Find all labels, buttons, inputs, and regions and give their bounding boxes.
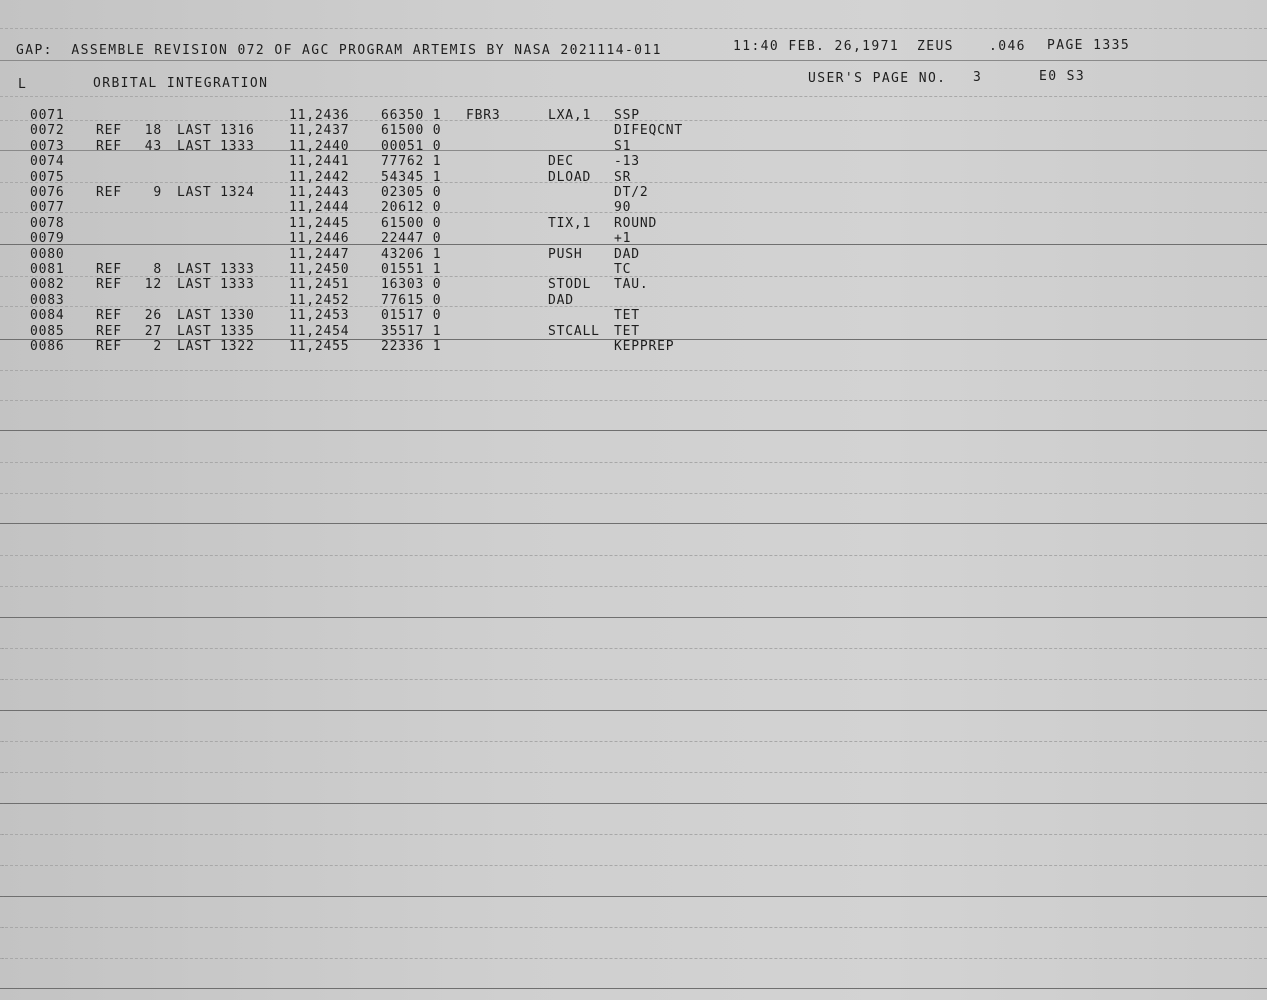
octal-word: 61500 0: [381, 123, 442, 139]
operand: TET: [614, 308, 640, 324]
line-number: 0086: [30, 339, 65, 354]
margin-tick: ·: [2, 924, 5, 932]
ref-count: 27: [144, 323, 162, 339]
listing-row: [0, 324, 1267, 339]
operand: TC: [614, 262, 632, 277]
ref-label: REF: [96, 185, 122, 200]
section-title: ORBITAL INTEGRATION: [93, 76, 269, 91]
opcode: PUSH: [548, 246, 583, 262]
octal-word: 22336 1: [381, 339, 442, 354]
paper-rule: [0, 896, 1267, 897]
operand: +1: [614, 231, 632, 247]
octal-word: 02305 0: [381, 185, 442, 200]
listing-row: [0, 308, 1267, 323]
listing-row: [0, 185, 1267, 200]
memory-address: 11,2450: [289, 262, 350, 277]
octal-word: 01517 0: [381, 308, 442, 324]
memory-address: 11,2445: [289, 215, 350, 231]
paper-rule: [0, 462, 1267, 463]
memory-address: 11,2442: [289, 169, 350, 185]
memory-address: 11,2447: [289, 246, 350, 262]
memory-address: 11,2443: [289, 185, 350, 200]
listing-row: [0, 139, 1267, 154]
paper-rule: [0, 741, 1267, 742]
margin-tick: ·: [2, 955, 5, 963]
assembly-title: GAP: ASSEMBLE REVISION 072 OF AGC PROGRAM ARTEMIS BY NASA 2021114-011: [16, 43, 662, 58]
paper-rule: [0, 523, 1267, 524]
last-ref: LAST 1333: [177, 277, 255, 293]
ref-label: REF: [96, 339, 122, 354]
operand: KEPPREP: [614, 339, 675, 354]
listing-row: [0, 216, 1267, 231]
operand: TET: [614, 323, 640, 339]
octal-word: 66350 1: [381, 108, 442, 123]
line-number: 0074: [30, 154, 65, 170]
paper-rule: [0, 96, 1267, 97]
paper-rule: [0, 772, 1267, 773]
paper-rule: [0, 586, 1267, 587]
paper-rule: [0, 958, 1267, 959]
paper-rule: [0, 865, 1267, 866]
listing-row: [0, 293, 1267, 308]
octal-word: 77762 1: [381, 154, 442, 170]
paper-rule: [0, 988, 1267, 989]
line-number: 0077: [30, 200, 65, 216]
paper-rule: [0, 28, 1267, 29]
octal-word: 22447 0: [381, 231, 442, 247]
last-ref: LAST 1322: [177, 339, 255, 354]
octal-word: 77615 0: [381, 292, 442, 308]
line-number: 0080: [30, 246, 65, 262]
memory-address: 11,2440: [289, 138, 350, 154]
ref-count: 2: [153, 339, 162, 354]
memory-address: 11,2451: [289, 277, 350, 293]
margin-tick: ·: [2, 645, 5, 653]
margin-tick: ·: [2, 738, 5, 746]
memory-address: 11,2436: [289, 108, 350, 123]
ref-label: REF: [96, 277, 122, 293]
operand: DAD: [614, 246, 640, 262]
paper-rule: [0, 617, 1267, 618]
margin-tick: ·: [2, 707, 5, 715]
operand: TAU.: [614, 277, 649, 293]
line-number: 0071: [30, 108, 65, 123]
operator-name: ZEUS: [917, 39, 954, 54]
opcode: DLOAD: [548, 169, 592, 185]
opcode: STCALL: [548, 323, 600, 339]
opcode: STODL: [548, 277, 592, 293]
paper-rule: [0, 927, 1267, 928]
octal-word: 16303 0: [381, 277, 442, 293]
operand: -13: [614, 154, 640, 170]
users-page-number: 3: [973, 70, 983, 85]
opcode: LXA,1: [548, 108, 592, 123]
print-timestamp: 11:40 FEB. 26,1971: [733, 39, 900, 54]
ref-count: 43: [144, 138, 162, 154]
ref-count: 18: [144, 123, 162, 139]
margin-tick: ·: [2, 862, 5, 870]
eo-code: E0 S3: [1039, 69, 1086, 84]
last-ref: LAST 1330: [177, 308, 255, 324]
listing-row: [0, 154, 1267, 169]
paper-rule: [0, 370, 1267, 371]
operand: S1: [614, 138, 632, 154]
octal-word: 61500 0: [381, 215, 442, 231]
line-number: 0085: [30, 323, 65, 339]
listing-row: [0, 339, 1267, 354]
memory-address: 11,2454: [289, 323, 350, 339]
operand: DIFEQCNT: [614, 123, 684, 139]
line-number: 0083: [30, 292, 65, 308]
paper-rule: [0, 60, 1267, 61]
memory-address: 11,2452: [289, 292, 350, 308]
line-number: 0072: [30, 123, 65, 139]
ref-label: REF: [96, 262, 122, 277]
ref-label: REF: [96, 138, 122, 154]
margin-tick: ·: [2, 676, 5, 684]
last-ref: LAST 1333: [177, 262, 255, 277]
listing-row: [0, 277, 1267, 292]
listing-row: [0, 123, 1267, 138]
paper-rule: [0, 803, 1267, 804]
last-ref: LAST 1335: [177, 323, 255, 339]
listing-row: [0, 108, 1267, 123]
operand: 90: [614, 200, 632, 216]
ref-count: 26: [144, 308, 162, 324]
last-ref: LAST 1333: [177, 138, 255, 154]
operand: DT/2: [614, 185, 649, 200]
ref-count: 12: [144, 277, 162, 293]
memory-address: 11,2437: [289, 123, 350, 139]
octal-word: 43206 1: [381, 246, 442, 262]
paper-rule: [0, 430, 1267, 431]
margin-tick: ·: [2, 893, 5, 901]
octal-word: 00051 0: [381, 138, 442, 154]
page-number: PAGE 1335: [1047, 38, 1131, 53]
memory-address: 11,2446: [289, 231, 350, 247]
last-ref: LAST 1324: [177, 185, 255, 200]
listing-row: [0, 231, 1267, 246]
line-number: 0076: [30, 185, 65, 200]
ref-count: 8: [153, 262, 162, 277]
paper-rule: [0, 834, 1267, 835]
line-number: 0079: [30, 231, 65, 247]
ref-count: 9: [153, 185, 162, 200]
paper-rule: [0, 710, 1267, 711]
line-number: 0084: [30, 308, 65, 324]
paper-rule: [0, 493, 1267, 494]
margin-tick: ·: [2, 800, 5, 808]
octal-word: 20612 0: [381, 200, 442, 216]
ref-label: REF: [96, 323, 122, 339]
line-number: 0081: [30, 262, 65, 277]
opcode: DEC: [548, 154, 574, 170]
line-number: 0073: [30, 138, 65, 154]
memory-address: 11,2455: [289, 339, 350, 354]
memory-address: 11,2444: [289, 200, 350, 216]
listing-row: [0, 200, 1267, 215]
symbol-label: FBR3: [466, 108, 501, 123]
memory-address: 11,2441: [289, 154, 350, 170]
octal-word: 01551 1: [381, 262, 442, 277]
margin-tick: ·: [2, 769, 5, 777]
paper-rule: [0, 555, 1267, 556]
memory-address: 11,2453: [289, 308, 350, 324]
opcode: DAD: [548, 292, 574, 308]
operand: SSP: [614, 108, 640, 123]
line-number: 0078: [30, 215, 65, 231]
listing-row: [0, 170, 1267, 185]
octal-word: 35517 1: [381, 323, 442, 339]
listing-row: [0, 262, 1267, 277]
left-marker: L: [18, 77, 28, 92]
paper-rule: [0, 679, 1267, 680]
operand: SR: [614, 169, 632, 185]
margin-tick: ·: [2, 831, 5, 839]
ref-label: REF: [96, 308, 122, 324]
users-page-label: USER'S PAGE NO.: [808, 71, 947, 86]
listing-row: [0, 247, 1267, 262]
octal-word: 54345 1: [381, 169, 442, 185]
opcode: TIX,1: [548, 215, 592, 231]
paper-rule: [0, 400, 1267, 401]
operand: ROUND: [614, 215, 658, 231]
paper-rule: [0, 648, 1267, 649]
ref-label: REF: [96, 123, 122, 139]
last-ref: LAST 1316: [177, 123, 255, 139]
job-number: .046: [989, 39, 1026, 54]
line-number: 0075: [30, 169, 65, 185]
line-number: 0082: [30, 277, 65, 293]
